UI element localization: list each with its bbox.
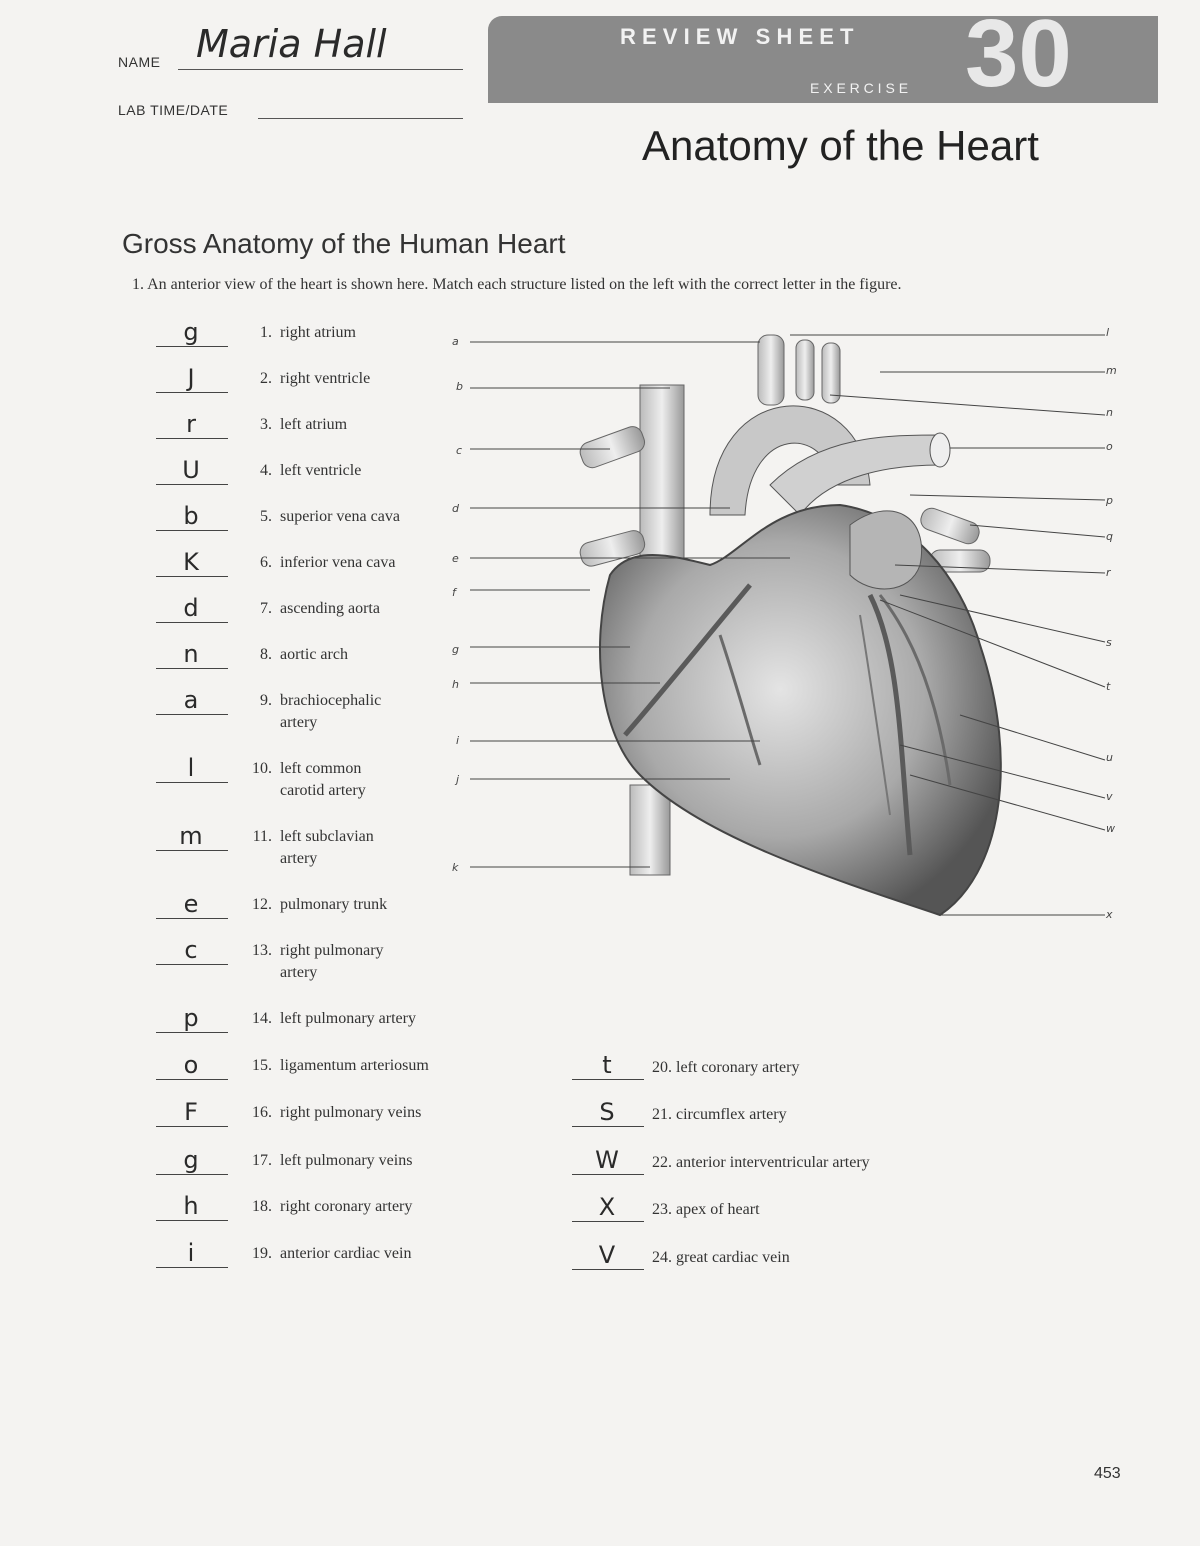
answer-16[interactable]: F [184, 1098, 198, 1126]
structure-label-20: 20. left coronary artery [652, 1059, 800, 1076]
structure-label-18: 18. right coronary artery [252, 1198, 413, 1215]
answer-line [156, 484, 228, 485]
figure-letter-n: n [1106, 406, 1113, 419]
structure-label-11: 11. left subclavian artery [252, 828, 374, 867]
figure-letter-r: r [1106, 566, 1111, 579]
figure-letter-c: c [456, 444, 463, 457]
structure-label-16: 16. right pulmonary veins [252, 1104, 422, 1121]
figure-letter-i: i [456, 734, 460, 747]
exercise-label: E X E R C I S E [810, 80, 909, 96]
answer-line [156, 918, 228, 919]
answer-line [156, 622, 228, 623]
structure-label-4: 4. left ventricle [260, 462, 362, 479]
answer-13[interactable]: c [184, 936, 198, 964]
answer-line [156, 1126, 228, 1127]
figure-letter-s: s [1106, 636, 1112, 649]
answer-23[interactable]: X [598, 1193, 616, 1221]
figure-letter-h: h [452, 678, 459, 691]
figure-letter-o: o [1106, 440, 1113, 453]
answer-8[interactable]: n [183, 640, 199, 668]
answer-line [156, 1032, 228, 1033]
answer-line [156, 782, 228, 783]
answer-line [156, 714, 228, 715]
structure-label-24: 24. great cardiac vein [652, 1249, 790, 1266]
answer-line [572, 1079, 644, 1080]
left-pulmonary-vein-upper [918, 505, 982, 546]
figure-letter-q: q [1106, 530, 1113, 543]
answer-14[interactable]: p [183, 1004, 199, 1032]
figure-letter-k: k [452, 861, 459, 874]
answer-3[interactable]: r [186, 410, 196, 438]
structure-label-19: 19. anterior cardiac vein [252, 1245, 412, 1262]
page-number: 453 [1094, 1465, 1121, 1482]
name-underline [178, 69, 463, 70]
structure-label-21: 21. circumflex artery [652, 1106, 787, 1123]
answer-line [156, 1267, 228, 1268]
answer-19[interactable]: i [187, 1239, 195, 1267]
figure-letter-a: a [452, 335, 459, 348]
structure-label-8: 8. aortic arch [260, 646, 348, 663]
answer-18[interactable]: h [183, 1192, 199, 1220]
figure-letter-b: b [456, 380, 463, 393]
answer-line [156, 438, 228, 439]
lab-time-underline[interactable] [258, 118, 463, 119]
section-heading: Gross Anatomy of the Human Heart [122, 228, 566, 259]
structure-label-2: 2. right ventricle [260, 370, 371, 387]
structure-label-13: 13. right pulmonary artery [252, 942, 384, 981]
figure-letter-v: v [1106, 790, 1113, 803]
structure-label-15: 15. ligamentum arteriosum [252, 1057, 429, 1074]
answer-line [156, 850, 228, 851]
answer-22[interactable]: W [595, 1146, 619, 1174]
name-value[interactable]: Maria Hall [196, 22, 387, 66]
structure-label-23: 23. apex of heart [652, 1201, 760, 1218]
answer-21[interactable]: S [599, 1098, 615, 1126]
structure-label-3: 3. left atrium [260, 416, 348, 433]
answer-7[interactable]: d [183, 594, 199, 622]
answer-10[interactable]: l [187, 754, 195, 782]
figure-letter-f: f [452, 586, 456, 599]
answer-line [572, 1174, 644, 1175]
answer-24[interactable]: V [598, 1241, 616, 1269]
name-label: NAME [118, 54, 161, 70]
instruction-text: 1. An anterior view of the heart is shown here. Match each structure listed on the left with the correct letter in the figure. [132, 276, 902, 293]
structure-label-17: 17. left pulmonary veins [252, 1152, 413, 1169]
answer-15[interactable]: o [183, 1051, 199, 1079]
answer-4[interactable]: U [182, 456, 200, 484]
left-auricle-shape [850, 511, 922, 589]
figure-letter-t: t [1106, 680, 1111, 693]
figure-letter-m: m [1106, 364, 1117, 377]
answer-line [156, 346, 228, 347]
structure-label-12: 12. pulmonary trunk [252, 896, 388, 913]
structure-label-22: 22. anterior interventricular artery [652, 1154, 870, 1171]
page-title: Anatomy of the Heart [642, 122, 1039, 169]
answer-line [572, 1126, 644, 1127]
left-subclavian-shape [822, 343, 840, 403]
answer-line [156, 1174, 228, 1175]
structure-label-5: 5. superior vena cava [260, 508, 400, 525]
answer-6[interactable]: K [183, 548, 199, 576]
structure-label-6: 6. inferior vena cava [260, 554, 396, 571]
lab-time-label: LAB TIME/DATE [118, 102, 229, 118]
structure-label-1: 1. right atrium [260, 324, 356, 341]
structure-label-10: 10. left common carotid artery [252, 760, 366, 799]
right-pulmonary-vein-upper [577, 424, 647, 471]
brachiocephalic-shape [758, 335, 784, 405]
left-common-carotid-shape [796, 340, 814, 400]
left-pulmonary-artery-opening [930, 433, 950, 467]
pulmonary-trunk-shape [770, 435, 940, 515]
figure-letter-g: g [452, 643, 459, 656]
structure-label-14: 14. left pulmonary artery [252, 1010, 416, 1027]
figure-letter-u: u [1106, 751, 1113, 764]
answer-12[interactable]: e [183, 890, 199, 918]
answer-line [572, 1269, 644, 1270]
answer-line [156, 576, 228, 577]
answer-line [156, 964, 228, 965]
answer-20[interactable]: t [602, 1051, 612, 1079]
figure-letter-j: j [456, 773, 460, 786]
figure-letter-d: d [452, 502, 459, 515]
answer-2[interactable]: J [187, 364, 195, 392]
inferior-vena-cava-shape [630, 785, 670, 875]
answer-5[interactable]: b [183, 502, 199, 530]
answer-line [156, 530, 228, 531]
figure-letter-w: w [1106, 822, 1115, 835]
answer-17[interactable]: g [183, 1146, 199, 1174]
answer-line [156, 1220, 228, 1221]
review-sheet-label: R E V I E W S H E E T [620, 24, 854, 49]
answer-line [156, 392, 228, 393]
answer-11[interactable]: m [179, 822, 203, 850]
figure-letter-l: l [1106, 326, 1110, 339]
answer-line [572, 1221, 644, 1222]
exercise-number: 30 [965, 0, 1072, 107]
answer-line [156, 668, 228, 669]
answer-line [156, 1079, 228, 1080]
figure-letter-p: p [1106, 494, 1113, 507]
answer-9[interactable]: a [183, 686, 199, 714]
figure-letter-x: x [1106, 908, 1113, 921]
heart-figure [440, 315, 1130, 940]
figure-letter-e: e [452, 552, 459, 565]
structure-label-7: 7. ascending aorta [260, 600, 380, 617]
structure-label-9: 9. brachiocephalic artery [260, 692, 382, 731]
answer-1[interactable]: g [183, 318, 199, 346]
